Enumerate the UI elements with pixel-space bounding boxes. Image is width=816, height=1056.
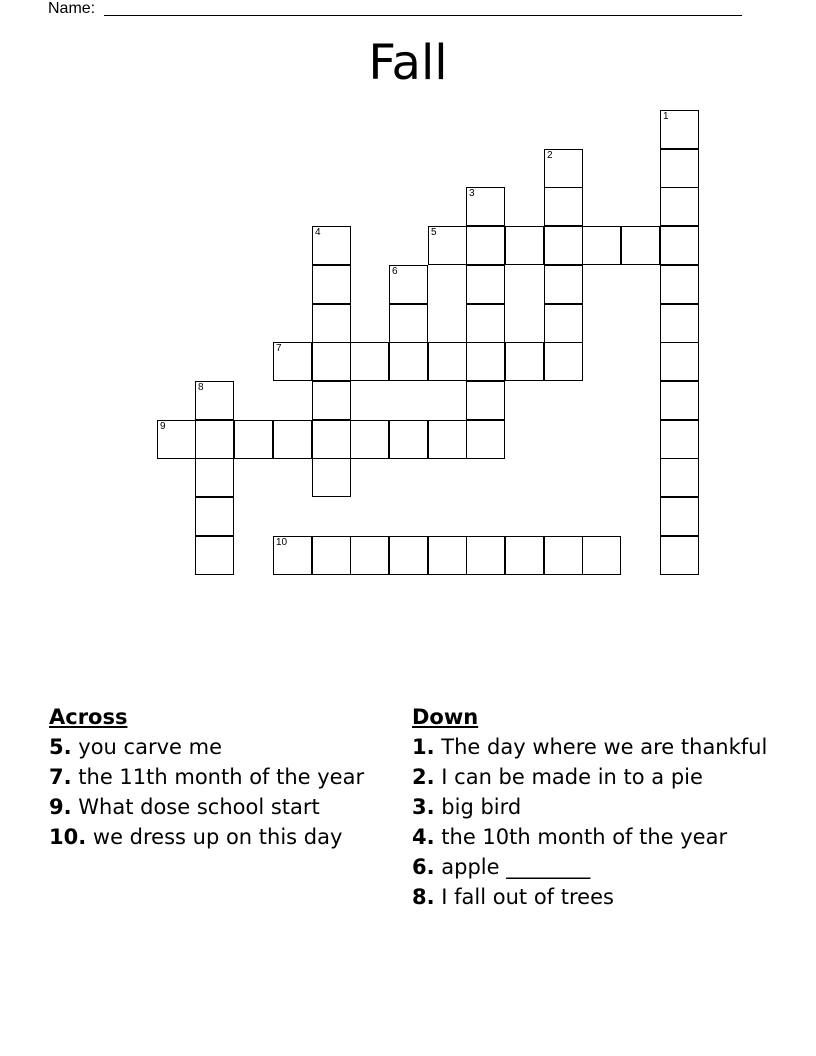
crossword-cell[interactable] [466, 187, 505, 226]
crossword-cell[interactable] [660, 458, 699, 497]
crossword-cell[interactable] [660, 381, 699, 420]
crossword-cell[interactable] [234, 420, 273, 459]
cell-number: 5 [431, 227, 437, 238]
clue-number: 10. [49, 824, 87, 849]
crossword-cell[interactable] [544, 536, 583, 575]
crossword-cell[interactable] [660, 342, 699, 381]
cell-number: 6 [392, 266, 398, 277]
clue-number: 5. [49, 734, 72, 759]
clue-number: 7. [49, 764, 72, 789]
crossword-cell[interactable] [195, 536, 234, 575]
crossword-cell[interactable] [195, 497, 234, 536]
clue-text: apple ________ [441, 854, 591, 879]
clue-text: the 11th month of the year [78, 764, 365, 789]
clue-across-5 [49, 732, 389, 762]
name-blank-line[interactable] [104, 15, 742, 16]
name-label: Name: [48, 0, 96, 17]
clue-text: we dress up on this day [92, 824, 343, 849]
crossword-cell[interactable] [582, 536, 621, 575]
crossword-cell[interactable] [428, 420, 467, 459]
crossword-cell[interactable] [466, 342, 505, 381]
crossword-cell[interactable] [312, 420, 351, 459]
clue-across-7 [49, 762, 389, 792]
crossword-cell[interactable] [660, 536, 699, 575]
crossword-cell[interactable] [312, 381, 351, 420]
crossword-cell[interactable] [660, 497, 699, 536]
crossword-cell[interactable] [466, 420, 505, 459]
clue-number: 4. [412, 824, 435, 849]
cell-number: 8 [198, 382, 204, 393]
cell-number: 9 [160, 421, 166, 432]
crossword-cell[interactable] [466, 381, 505, 420]
crossword-cell[interactable] [660, 304, 699, 343]
crossword-cell[interactable] [544, 342, 583, 381]
crossword-cell[interactable] [466, 226, 505, 265]
clue-number: 2. [412, 764, 435, 789]
crossword-cell[interactable] [312, 536, 351, 575]
crossword-cell[interactable] [505, 226, 544, 265]
crossword-cell[interactable] [660, 149, 699, 188]
crossword-cell[interactable] [195, 458, 234, 497]
crossword-cell[interactable] [544, 265, 583, 304]
crossword-cell[interactable] [312, 226, 351, 265]
crossword-cell[interactable] [312, 342, 351, 381]
crossword-cell[interactable] [544, 304, 583, 343]
crossword-cell[interactable] [350, 420, 389, 459]
page-title: Fall [368, 35, 448, 91]
clue-text: I can be made in to a pie [441, 764, 703, 789]
clue-number: 9. [49, 794, 72, 819]
crossword-cell[interactable] [312, 265, 351, 304]
crossword-cell[interactable] [544, 226, 583, 265]
cell-number: 10 [276, 537, 288, 548]
crossword-cell[interactable] [428, 342, 467, 381]
clue-text: I fall out of trees [441, 884, 614, 909]
crossword-cell[interactable] [428, 536, 467, 575]
crossword-cell[interactable] [544, 149, 583, 188]
clue-down-2 [412, 762, 772, 792]
crossword-cell[interactable] [466, 304, 505, 343]
crossword-cell[interactable] [195, 381, 234, 420]
cell-number: 2 [547, 150, 553, 161]
crossword-cell[interactable] [621, 226, 660, 265]
clue-number: 1. [412, 734, 435, 759]
clue-number: 3. [412, 794, 435, 819]
crossword-cell[interactable] [273, 536, 312, 575]
crossword-cell[interactable] [428, 226, 467, 265]
crossword-cell[interactable] [157, 420, 196, 459]
cell-number: 4 [315, 227, 321, 238]
clue-down-3 [412, 792, 772, 822]
clue-text: The day where we are thankful [441, 734, 768, 759]
crossword-cell[interactable] [660, 187, 699, 226]
across-clues [49, 702, 389, 852]
clue-down-1 [412, 732, 772, 762]
clue-text: What dose school start [78, 794, 320, 819]
crossword-cell[interactable] [505, 342, 544, 381]
crossword-cell[interactable] [660, 110, 699, 149]
crossword-cell[interactable] [273, 342, 312, 381]
clue-text: you carve me [78, 734, 222, 759]
cell-number: 3 [469, 188, 475, 199]
crossword-cell[interactable] [660, 265, 699, 304]
crossword-cell[interactable] [312, 304, 351, 343]
clue-down-8 [412, 882, 772, 912]
crossword-cell[interactable] [389, 342, 428, 381]
crossword-cell[interactable] [350, 342, 389, 381]
clue-text: big bird [441, 794, 522, 819]
down-clues [412, 702, 772, 912]
crossword-cell[interactable] [195, 420, 234, 459]
cell-number: 7 [276, 343, 282, 354]
clue-across-9 [49, 792, 389, 822]
across-heading: Across [49, 705, 128, 729]
clue-text: the 10th month of the year [441, 824, 728, 849]
clue-down-4 [412, 822, 772, 852]
crossword-cell[interactable] [389, 420, 428, 459]
crossword-cell[interactable] [350, 536, 389, 575]
down-heading: Down [412, 705, 479, 729]
crossword-cell[interactable] [582, 226, 621, 265]
crossword-cell[interactable] [389, 304, 428, 343]
crossword-cell[interactable] [312, 458, 351, 497]
clue-down-6 [412, 852, 772, 882]
crossword-cell[interactable] [466, 536, 505, 575]
cell-number: 1 [663, 111, 669, 122]
crossword-cell[interactable] [389, 536, 428, 575]
crossword-cell[interactable] [660, 420, 699, 459]
crossword-cell[interactable] [389, 265, 428, 304]
crossword-cell[interactable] [273, 420, 312, 459]
crossword-cell[interactable] [466, 265, 505, 304]
clue-number: 6. [412, 854, 435, 879]
crossword-cell[interactable] [660, 226, 699, 265]
clue-number: 8. [412, 884, 435, 909]
clue-across-10 [49, 822, 389, 852]
crossword-cell[interactable] [544, 187, 583, 226]
crossword-cell[interactable] [505, 536, 544, 575]
